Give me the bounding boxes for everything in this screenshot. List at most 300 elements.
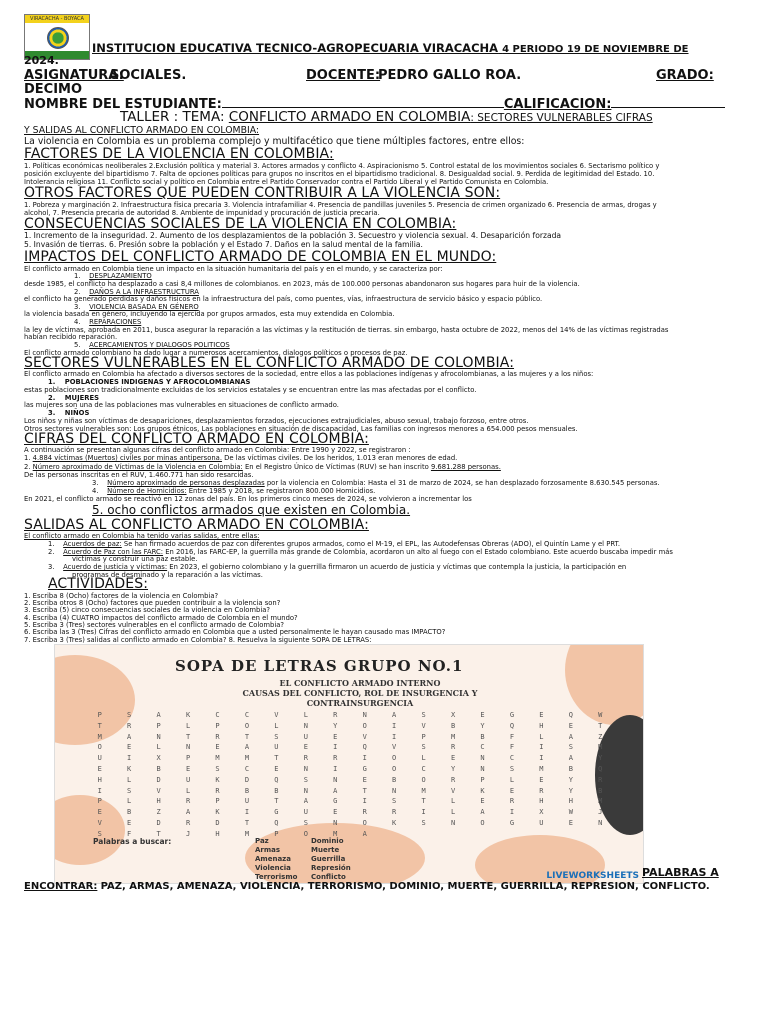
grid-letter: U bbox=[303, 732, 308, 741]
cifra-3-text: por la violencia en Colombia: Hasta el 31 de marzo de 2024, se han desplazado forzosamente 8.630.545 personas. bbox=[264, 479, 660, 487]
words-label: Palabras a buscar: bbox=[93, 837, 172, 846]
word-item: Muerte bbox=[311, 846, 340, 854]
logo-text: VIRACACHA - BOYACA bbox=[30, 16, 84, 22]
grid-letter: R bbox=[450, 743, 456, 752]
salida-3-label: Acuerdo de justicia y víctimas: bbox=[63, 563, 168, 571]
grid-letter: P bbox=[97, 797, 102, 806]
word-item: Dominio bbox=[311, 837, 344, 845]
actividad-7: 7. Escriba 3 (Tres) salidas al conflicto armado en Colombia? 8. Resuelva la siguiente SOPA DE LETRAS: bbox=[24, 636, 372, 644]
impacto-3-text: la violencia basada en género, incluyendo la ejercida por grupos armados, esta muy extendida en Colombia. bbox=[24, 310, 395, 318]
grid-letter: D bbox=[215, 818, 220, 827]
salidas-intro: El conflicto armado en Colombia ha tenido varias salidas, entre ellas: bbox=[24, 532, 260, 540]
impacto-4-number: 4. bbox=[74, 318, 81, 326]
grid-letter: E bbox=[480, 797, 485, 806]
grid-letter: F bbox=[127, 829, 132, 838]
grid-letter: V bbox=[156, 786, 161, 795]
cifra-5: En 2021, el conflicto armado se reactivó en 12 zonas del país. En los primeros cinco meses de 2024, se volvieron a incrementar los bbox=[24, 495, 472, 503]
impacto-2-number: 2. bbox=[74, 288, 81, 296]
sopa-subtitle-1: EL CONFLICTO ARMADO INTERNO bbox=[279, 678, 441, 688]
grid-letter: T bbox=[244, 732, 250, 741]
grid-letter: R bbox=[127, 721, 132, 730]
grid-letter: I bbox=[539, 754, 544, 763]
impactos-intro: El conflicto armado en Colombia tiene un impacto en la situación humanitaria del país y en el mundo, y se caracteriza por: bbox=[24, 265, 443, 273]
grid-letter: J bbox=[185, 829, 191, 838]
grid-letter: A bbox=[127, 732, 132, 741]
word-item: Amenaza bbox=[255, 855, 291, 863]
grid-letter: Y bbox=[598, 754, 603, 763]
actividad-4: 4. Escriba (4) CUATRO impactos del conflicto armado de Colombia en el mundo? bbox=[24, 614, 298, 622]
factores-title: FACTORES DE LA VIOLENCIA EN COLOMBIA: bbox=[24, 146, 334, 162]
grid-letter: T bbox=[185, 732, 191, 741]
consecuencias-line-2: 5. Invasión de tierras. 6. Presión sobre la población y el Estado 7. Daños en la salud mental de la familia. bbox=[24, 240, 423, 249]
palabras-row bbox=[24, 881, 744, 892]
factores-line-3: Intolerancia religiosa 11. Conflicto social y político en Colombia entre el Partido Conservador contra el Partido Liberal y el Partido Comunista en Colombia. bbox=[24, 178, 549, 186]
grid-letter: O bbox=[362, 721, 367, 730]
grid-letter: L bbox=[127, 797, 132, 806]
grid-letter: M bbox=[539, 764, 544, 773]
grid-letter: R bbox=[450, 775, 456, 784]
grid-letter: N bbox=[598, 818, 603, 827]
grid-letter: T bbox=[421, 797, 426, 806]
grid-letter: S bbox=[274, 732, 279, 741]
grid-letter: M bbox=[333, 829, 338, 838]
grid-letter: M bbox=[450, 732, 456, 741]
grid-letter: R bbox=[333, 711, 338, 719]
grid-letter: U bbox=[274, 743, 279, 752]
taller-label: TALLER : TEMA: bbox=[120, 109, 225, 125]
impactos-title: IMPACTOS DEL CONFLICTO ARMADO DE COLOMBIA EN EL MUNDO: bbox=[24, 249, 497, 265]
grid-letter: B bbox=[274, 786, 279, 795]
grid-letter: I bbox=[362, 754, 367, 763]
grid-letter: R bbox=[362, 808, 367, 817]
grid-letter: X bbox=[450, 711, 456, 719]
actividad-5: 5. Escriba 3 (Tres) sectores vulnerables en el conflicto armado de Colombia? bbox=[24, 621, 285, 629]
salida-2-number: 2. bbox=[48, 548, 55, 556]
cifra-1-text: De las víctimas civiles. De los heridos, 1.013 eran menores de edad. bbox=[222, 454, 458, 462]
grid-letter: I bbox=[244, 808, 250, 817]
word-item: Guerrilla bbox=[311, 855, 346, 863]
grid-letter: I bbox=[539, 743, 544, 752]
cifras-intro: A continuación se presentan algunas cifras del conflicto armado en Colombia: Entre 1990 y 2022, se registraron : bbox=[24, 446, 411, 454]
grid-letter: Q bbox=[362, 743, 367, 752]
grid-letter: V bbox=[392, 743, 397, 752]
grado-label: GRADO: bbox=[656, 68, 714, 83]
grid-letter: R bbox=[509, 797, 515, 806]
grid-letter: N bbox=[450, 818, 456, 827]
grid-letter: M bbox=[215, 754, 220, 763]
grid-letter: T bbox=[156, 829, 161, 838]
tema-title: CONFLICTO ARMADO EN COLOMBIA bbox=[228, 109, 471, 125]
grid-letter: S bbox=[127, 786, 132, 795]
grid-letter: E bbox=[539, 711, 544, 719]
word-item: Armas bbox=[255, 846, 281, 854]
sector-2-number: 2. bbox=[48, 394, 56, 402]
cifras-title: CIFRAS DEL CONFLICTO ARMADO EN COLOMBIA: bbox=[24, 431, 369, 447]
word-item: Conflicto bbox=[311, 873, 346, 881]
cifra-2-text: En el Registro Único de Víctimas (RUV) se han inscrito bbox=[242, 463, 431, 471]
grid-letter: H bbox=[539, 797, 544, 806]
impacto-4-text-b: habían recibido reparación. bbox=[24, 333, 118, 341]
grid-letter: U bbox=[303, 808, 308, 817]
consecuencias-line-1: 1. Incremento de la inseguridad. 2. Aumento de los desplazamientos de la población 3. Secuestro y violencia sexual. 4. Desaparición forzada bbox=[24, 231, 562, 240]
grid-letter: N bbox=[333, 818, 338, 827]
grid-letter: B bbox=[568, 764, 573, 773]
sector-1-number: 1. bbox=[48, 378, 56, 386]
grid-letter: R bbox=[303, 754, 308, 763]
grid-letter: K bbox=[215, 775, 220, 784]
salida-3-text-b: programas de desminado y la reparación a las víctimas. bbox=[72, 571, 263, 579]
grid-letter: L bbox=[303, 711, 308, 719]
grid-letter: M bbox=[598, 743, 603, 752]
grid-letter: T bbox=[598, 721, 603, 730]
grid-letter: M bbox=[244, 829, 250, 838]
grid-letter: H bbox=[539, 721, 544, 730]
cifra-4 bbox=[92, 487, 744, 495]
grid-letter: Y bbox=[450, 764, 456, 773]
grid-letter: L bbox=[185, 721, 191, 730]
grid-letter: N bbox=[303, 786, 308, 795]
grid-letter: P bbox=[97, 711, 102, 719]
grid-letter: A bbox=[185, 808, 191, 817]
grid-letter: N bbox=[480, 754, 485, 763]
letter-grid bbox=[85, 711, 615, 841]
sector-1-label: POBLACIONES INDIGENAS Y AFROCOLOMBIANAS bbox=[64, 378, 251, 386]
grid-letter: E bbox=[333, 808, 338, 817]
grid-letter: S bbox=[392, 797, 397, 806]
salida-3-number: 3. bbox=[48, 563, 55, 571]
grid-letter: U bbox=[539, 818, 544, 827]
grid-letter: E bbox=[568, 721, 573, 730]
grid-letter: L bbox=[421, 754, 426, 763]
grid-letter: O bbox=[392, 764, 397, 773]
grid-letter: E bbox=[333, 732, 338, 741]
grid-letter: V bbox=[421, 721, 426, 730]
sector-3-text: Los niños y niñas son víctimas de desapariciones, desplazamientos forzados, ejecuciones extrajudiciales, abuso sexual, trabajo forzoso, entre otros. bbox=[24, 417, 529, 425]
sectores-title: SECTORES VULNERABLES EN EL CONFLICTO ARMADO DE COLOMBIA: bbox=[24, 355, 515, 371]
salidas-title: SALIDAS AL CONFLICTO ARMADO EN COLOMBIA: bbox=[24, 517, 369, 533]
grid-letter: V bbox=[450, 786, 456, 795]
grid-letter: P bbox=[215, 721, 220, 730]
grid-letter: B bbox=[392, 775, 397, 784]
impacto-1-text: desde 1985, el conflicto ha desplazado a casi 8,4 millones de colombianos. en 2023, más de 100.000 personas abandonaron sus hogares para huir de la violencia. bbox=[24, 280, 580, 288]
grid-letter: C bbox=[244, 711, 250, 719]
grid-letter: N bbox=[362, 711, 367, 719]
grid-letter: S bbox=[97, 829, 102, 838]
impacto-3-number: 3. bbox=[74, 303, 81, 311]
impacto-5-heading bbox=[74, 341, 744, 349]
palabras-label: PALABRAS A bbox=[642, 866, 719, 879]
grid-letter: P bbox=[215, 797, 220, 806]
sopa-subtitle-3: CONTRAINSURGENCIA bbox=[306, 698, 414, 708]
grid-letter: V bbox=[362, 732, 367, 741]
grid-letter: O bbox=[480, 818, 485, 827]
grid-letter: K bbox=[392, 818, 397, 827]
grid-letter: I bbox=[392, 721, 397, 730]
grid-letter: M bbox=[244, 754, 250, 763]
grid-letter: K bbox=[127, 764, 132, 773]
grid-letter: R bbox=[333, 754, 338, 763]
cifra-4-number: 4. bbox=[92, 487, 99, 495]
grid-letter: M bbox=[598, 797, 603, 806]
grid-letter: A bbox=[303, 797, 308, 806]
salida-2-label: Acuerdo de Paz con las FARC: bbox=[63, 548, 164, 556]
grid-letter: E bbox=[127, 743, 132, 752]
grid-letter: B bbox=[244, 786, 250, 795]
sector-3-label: NIÑOS bbox=[64, 409, 90, 417]
impacto-3-label: VIOLENCIA BASADA EN GÉNERO bbox=[89, 303, 199, 311]
grid-letter: A bbox=[333, 786, 338, 795]
grid-letter: D bbox=[156, 775, 161, 784]
grid-letter: I bbox=[509, 808, 515, 817]
word-list bbox=[255, 837, 367, 882]
grid-letter: Q bbox=[274, 818, 279, 827]
cifra-2-number: 2. bbox=[24, 463, 33, 471]
grid-letter: B bbox=[450, 721, 456, 730]
grid-letter: U bbox=[244, 797, 250, 806]
factores-line-2: posición excluyente del bipartidismo 7. Falta de opciones políticas para grupos no inscritos en el bipartidismo tradicional. 8. Desigualdad social. 9. Perdida de legitimidad del Estado. 10. bbox=[24, 170, 655, 178]
actividades-title: ACTIVIDADES: bbox=[48, 576, 149, 592]
salida-1-label: Acuerdos de paz: bbox=[63, 540, 122, 548]
grid-letter: Y bbox=[333, 721, 338, 730]
intro-text: La violencia en Colombia es un problema complejo y multifacético que tiene múltiples factores, entre ellos: bbox=[24, 136, 525, 147]
institution-name: INSTITUCION EDUCATIVA TECNICO-AGROPECUARIA VIRACACHA bbox=[92, 41, 499, 55]
grid-letter: L bbox=[450, 808, 456, 817]
institution-header bbox=[92, 41, 744, 55]
grid-letter: E bbox=[362, 775, 367, 784]
impacto-4-heading bbox=[74, 318, 744, 326]
impacto-5-number: 5. bbox=[74, 341, 81, 349]
calificacion-label: CALIFICACION: bbox=[503, 97, 612, 112]
palabras-list: PAZ, ARMAS, AMENAZA, VIOLENCIA, TERRORISMO, DOMINIO, MUERTE, GUERRILLA, REPRESION, CONFLICTO. bbox=[100, 881, 710, 892]
impacto-1-heading bbox=[74, 272, 744, 280]
grid-letter: E bbox=[185, 764, 191, 773]
sopa-title: SOPA DE LETRAS GRUPO NO.1 bbox=[175, 657, 464, 675]
docente-label: DOCENTE: bbox=[306, 68, 381, 83]
grid-letter: K bbox=[480, 786, 485, 795]
grid-letter: E bbox=[97, 808, 102, 817]
grid-letter: V bbox=[97, 818, 102, 827]
cifra-2-extra: De las personas inscritas en el RUV, 1.460.771 han sido resarcidas. bbox=[24, 471, 254, 479]
grid-letter: V bbox=[274, 711, 279, 719]
tema-rest: : SECTORES VULNERABLES CIFRAS bbox=[470, 112, 653, 124]
grid-letter: H bbox=[215, 829, 220, 838]
estudiante-field[interactable] bbox=[222, 96, 504, 108]
cifra-1 bbox=[24, 454, 744, 462]
sector-1-heading bbox=[48, 378, 744, 386]
cifra-4-text: Entre 1985 y 2018, se registraron 800.000 Homicidios. bbox=[186, 487, 376, 495]
header-year: 2024. bbox=[24, 54, 59, 67]
cifra-1-highlight: 4.884 víctimas (Muertos) civiles por minas antipersona. bbox=[32, 454, 223, 462]
cifra-4-highlight: Número de Homicidios: bbox=[107, 487, 187, 495]
asignatura-value: SOCIALES. bbox=[110, 68, 187, 83]
cifra-3-highlight: Número aproximado de personas desplazadas bbox=[107, 479, 265, 487]
grid-letter: I bbox=[362, 797, 367, 806]
grid-letter: C bbox=[421, 764, 426, 773]
impacto-5-label: ACERCAMIENTOS Y DIALOGOS POLITICOS bbox=[89, 341, 230, 349]
grid-letter: R bbox=[215, 732, 220, 741]
grid-letter: A bbox=[568, 732, 573, 741]
grid-letter: K bbox=[185, 711, 191, 719]
grid-letter: G bbox=[274, 808, 279, 817]
actividad-6: 6. Escriba las 3 (Tres) Cifras del conflicto armado en Colombia que a usted personalmente le hayan causado mas IMPACTO? bbox=[24, 628, 446, 636]
grid-letter: G bbox=[333, 797, 338, 806]
impacto-2-label: DAÑOS A LA INFRAESTRUCTURA bbox=[89, 288, 199, 296]
grid-letter: L bbox=[450, 797, 456, 806]
grid-letter: E bbox=[303, 743, 308, 752]
cifra-2-highlight: Número aproximado de Víctimas de la Violencia en Colombia: bbox=[32, 463, 243, 471]
grid-letter: P bbox=[274, 829, 279, 838]
logo-emblem-icon bbox=[47, 27, 69, 49]
grid-letter: C bbox=[480, 743, 485, 752]
grado-value: DECIMO bbox=[24, 82, 83, 97]
grid-letter: F bbox=[509, 732, 515, 741]
grid-letter: M bbox=[421, 786, 426, 795]
grid-letter: S bbox=[509, 764, 515, 773]
grid-letter: E bbox=[539, 775, 544, 784]
cifra-2-value: 9.681.288 personas. bbox=[430, 463, 501, 471]
grid-letter: Q bbox=[274, 775, 279, 784]
grid-letter: O bbox=[362, 818, 367, 827]
grid-letter: N bbox=[480, 764, 485, 773]
grid-letter: D bbox=[156, 818, 161, 827]
grid-letter: B bbox=[156, 764, 161, 773]
impacto-5-text: El conflicto armado colombiano ha dado lugar a numerosos acercamientos, dialogos políticos o procesos de paz. bbox=[24, 349, 408, 357]
grid-letter: I bbox=[333, 764, 338, 773]
word-item: Paz bbox=[255, 837, 269, 845]
factores-line-1: 1. Políticas económicas neoliberales 2.Exclusión política y material 3. Actores armados y conflicto 4. Aspiracionismo 5. Control estatal de los movimientos sociales 6. Sectarismo político y bbox=[24, 162, 660, 170]
grid-letter: S bbox=[127, 711, 132, 719]
grid-letter: A bbox=[568, 754, 573, 763]
impacto-2-text: el conflicto ha generado perdidas y daños físicos en la infraestructura del país, como puentes, vías, infraestructura de servicio básico y espacio público. bbox=[24, 295, 543, 303]
sector-3-heading bbox=[48, 409, 744, 417]
grid-letter: Q bbox=[509, 721, 515, 730]
grid-letter: N bbox=[303, 764, 308, 773]
grid-letter: T bbox=[274, 754, 279, 763]
grid-letter: U bbox=[185, 775, 191, 784]
grid-letter: C bbox=[244, 764, 250, 773]
grid-letter: E bbox=[450, 754, 456, 763]
tema-line2: Y SALIDAS AL CONFLICTO ARMADO EN COLOMBIA: bbox=[24, 125, 260, 136]
salida-2-text: En 2016, las FARC-EP, la guerrilla más grande de Colombia, acordaron un alto al fuego con el Estado colombiano. Este acuerdo buscaba impedir más bbox=[163, 548, 673, 556]
grid-letter: E bbox=[509, 786, 515, 795]
grid-letter: A bbox=[244, 743, 250, 752]
word-search-image bbox=[54, 644, 644, 884]
grid-letter: Y bbox=[568, 786, 573, 795]
grid-letter: S bbox=[421, 818, 426, 827]
grid-letter: I bbox=[421, 808, 426, 817]
grid-letter: M bbox=[97, 732, 102, 741]
grid-letter: A bbox=[392, 711, 397, 719]
calificacion-field[interactable] bbox=[611, 96, 725, 108]
taller-title bbox=[120, 109, 744, 125]
grid-letter: H bbox=[97, 775, 102, 784]
grid-letter: P bbox=[421, 732, 426, 741]
grid-letter: P bbox=[156, 721, 161, 730]
header-date: 4 PERIODO 19 DE NOVIEMBRE DE bbox=[502, 44, 689, 55]
grid-letter: L bbox=[156, 743, 161, 752]
grid-letter: G bbox=[509, 711, 515, 719]
grid-letter: L bbox=[127, 775, 132, 784]
salida-1 bbox=[48, 540, 744, 548]
grid-letter: E bbox=[215, 743, 220, 752]
grid-letter: A bbox=[480, 808, 485, 817]
grid-letter: N bbox=[392, 786, 397, 795]
sector-3-number: 3. bbox=[48, 409, 56, 417]
encontrar-label: ENCONTRAR: bbox=[24, 881, 98, 892]
otros-line-1: 1. Pobreza y marginación 2. Infraestructura física precaria 3. Violencia intrafamiliar 4. Presencia de pandillas juveniles 5. Presencia de crimen organizado 6. Presencia de armas, drogas y bbox=[24, 201, 657, 209]
grid-letter: U bbox=[97, 754, 102, 763]
grid-letter: Y bbox=[568, 775, 573, 784]
grid-letter: D bbox=[244, 775, 250, 784]
salida-1-text: Se han firmado acuerdos de paz con diferentes grupos armados, como el M-19, el EPL, las Autodefensas Obreras (ADO), el Quintín Lame y el PRT. bbox=[121, 540, 621, 548]
actividad-2: 2. Escriba otros 8 (Ocho) factores que pueden contribuir a la violencia son? bbox=[24, 599, 281, 607]
grid-letter: O bbox=[421, 775, 426, 784]
grid-letter: E bbox=[127, 818, 132, 827]
grid-letter: R bbox=[185, 818, 191, 827]
grid-letter: J bbox=[598, 808, 603, 817]
cifra-3-number: 3. bbox=[92, 479, 99, 487]
salida-1-number: 1. bbox=[48, 540, 55, 548]
grid-letter: L bbox=[509, 775, 515, 784]
grid-letter: X bbox=[539, 808, 544, 817]
grid-letter: S bbox=[421, 743, 426, 752]
grid-letter: K bbox=[215, 808, 220, 817]
grid-letter: Z bbox=[598, 732, 603, 741]
grid-letter: S bbox=[421, 711, 426, 719]
grid-letter: S bbox=[568, 743, 573, 752]
grid-letter: C bbox=[509, 754, 515, 763]
grid-letter: S bbox=[303, 818, 308, 827]
word-item: Represión bbox=[311, 864, 351, 872]
grid-letter: S bbox=[215, 764, 220, 773]
sopa-subtitle-2: CAUSAS DEL CONFLICTO, ROL DE INSURGENCIA Y bbox=[242, 688, 478, 698]
grid-letter: N bbox=[156, 732, 161, 741]
otros-line-2: alcohol, 7. Presencia precaria de autoridad 8. Ambiente de impunidad y procuración de justicia precaria. bbox=[24, 209, 380, 217]
grid-letter: R bbox=[539, 786, 544, 795]
grid-letter: Q bbox=[568, 711, 573, 719]
salida-2-text-b: víctimas y construir una paz estable. bbox=[72, 555, 198, 563]
grid-letter: W bbox=[598, 711, 603, 719]
grid-letter: N bbox=[333, 775, 338, 784]
cifra-2 bbox=[24, 463, 744, 471]
impacto-1-number: 1. bbox=[74, 272, 81, 280]
salida-3 bbox=[48, 563, 744, 571]
estudiante-label: NOMBRE DEL ESTUDIANTE: bbox=[24, 97, 222, 112]
grid-letter: Z bbox=[156, 808, 161, 817]
liveworksheets-logo: LIVEWORKSHEETS bbox=[546, 871, 639, 881]
grid-letter: E bbox=[274, 764, 279, 773]
salida-3-text: En 2023, el gobierno colombiano y la guerrilla firmaron un acuerdo de justicia y víctimas que contempla la justicia, la participación en bbox=[167, 563, 627, 571]
grid-letter: R bbox=[185, 797, 191, 806]
actividad-1: 1. Escriba 8 (Ocho) factores de la violencia en Colombia? bbox=[24, 592, 219, 600]
grid-letter: L bbox=[274, 721, 279, 730]
consecuencias-title: CONSECUENCIAS SOCIALES DE LA VIOLENCIA EN COLOMBIA: bbox=[24, 216, 457, 232]
cifra-6: 5. ocho conflictos armados que existen en Colombia. bbox=[92, 503, 411, 517]
grid-letter: G bbox=[509, 818, 515, 827]
grid-letter: N bbox=[303, 721, 308, 730]
grid-letter: T bbox=[362, 786, 367, 795]
grid-letter: C bbox=[215, 711, 220, 719]
grid-letter: O bbox=[97, 743, 102, 752]
grid-letter: B bbox=[127, 808, 132, 817]
grid-letter: I bbox=[333, 743, 338, 752]
grid-letter: L bbox=[185, 786, 191, 795]
otros-title: OTROS FACTORES QUE PUEDEN CONTRIBUIR A LA VIOLENCIA SON: bbox=[24, 185, 501, 201]
grid-letter: I bbox=[127, 754, 132, 763]
grid-letter: H bbox=[568, 797, 573, 806]
grid-letter: P bbox=[185, 754, 191, 763]
impacto-4-label: REPARACIONES bbox=[89, 318, 142, 326]
